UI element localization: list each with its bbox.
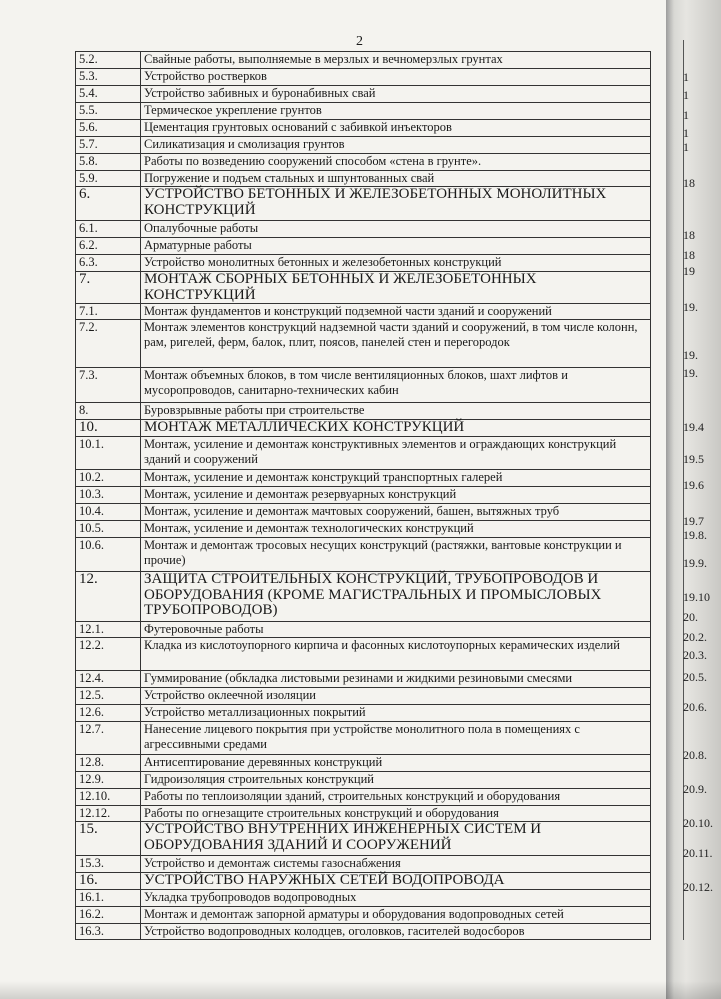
bottom-shadow (0, 981, 721, 999)
table-row (76, 538, 651, 572)
row-number: 12.2. (76, 638, 141, 671)
row-number: 6.2. (76, 238, 141, 255)
row-text: Буровзрывные работы при строительстве (141, 403, 651, 420)
table-row (76, 221, 651, 238)
row-number: 12.9. (76, 772, 141, 789)
table-row (76, 304, 651, 320)
row-text: Монтаж объемных блоков, в том числе вентиляционных блоков, шахт лифтов и мусоропроводов, санитарно-технических кабин (141, 368, 651, 403)
row-text: Монтаж, усиление и демонтаж конструкций транспортных галерей (141, 470, 651, 487)
table-row (76, 238, 651, 255)
row-number: 5.8. (76, 154, 141, 171)
table-row (76, 171, 651, 187)
edge-number: 1 (683, 70, 689, 84)
row-number: 10.2. (76, 470, 141, 487)
row-text: ЗАЩИТА СТРОИТЕЛЬНЫХ КОНСТРУКЦИЙ, ТРУБОПРОВОДОВ И ОБОРУДОВАНИЯ (КРОМЕ МАГИСТРАЛЬНЫХ И ПРОМЫСЛОВЫХ ТРУБОПРОВОДОВ) (141, 572, 651, 622)
table-row (76, 403, 651, 420)
row-number: 6.3. (76, 255, 141, 272)
row-text: УСТРОЙСТВО ВНУТРЕННИХ ИНЖЕНЕРНЫХ СИСТЕМ И ОБОРУДОВАНИЯ ЗДАНИЙ И СООРУЖЕНИЙ (141, 822, 651, 856)
table-row (76, 789, 651, 806)
row-text: Устройство водопроводных колодцев, оголовков, гасителей водосборов (141, 924, 651, 940)
edge-number: 20.11. (683, 846, 713, 860)
row-text: Монтаж и демонтаж тросовых несущих конструкций (растяжки, вантовые конструкции и прочие) (141, 538, 651, 572)
edge-number: 19.8. (683, 528, 707, 542)
row-number: 5.3. (76, 69, 141, 86)
row-number: 12.10. (76, 789, 141, 806)
table-row (76, 638, 651, 671)
table-row (76, 806, 651, 822)
edge-number: 1 (683, 140, 689, 154)
row-text: Футеровочные работы (141, 622, 651, 638)
edge-number: 1 (683, 88, 689, 102)
row-text: МОНТАЖ МЕТАЛЛИЧЕСКИХ КОНСТРУКЦИЙ (141, 420, 651, 437)
edge-number: 20.6. (683, 700, 707, 714)
edge-number: 19.9. (683, 556, 707, 570)
section-row (76, 572, 651, 622)
row-text: Монтаж, усиление и демонтаж конструктивных элементов и ограждающих конструкций зданий и сооружений (141, 437, 651, 470)
table-row (76, 154, 651, 171)
section-row (76, 822, 651, 856)
edge-number: 1 (683, 108, 689, 122)
table-row (76, 890, 651, 907)
table-row (76, 368, 651, 403)
table-row (76, 622, 651, 638)
row-number: 10.3. (76, 487, 141, 504)
row-text: Нанесение лицевого покрытия при устройстве монолитного пола в помещениях с агрессивными средами (141, 722, 651, 755)
edge-number: 19. (683, 366, 698, 380)
edge-number: 19.4 (683, 420, 704, 434)
row-text: УСТРОЙСТВО НАРУЖНЫХ СЕТЕЙ ВОДОПРОВОДА (141, 873, 651, 890)
row-number: 8. (76, 403, 141, 420)
row-number: 12.6. (76, 705, 141, 722)
row-text: Устройство оклеечной изоляции (141, 688, 651, 705)
row-text: МОНТАЖ СБОРНЫХ БЕТОННЫХ И ЖЕЛЕЗОБЕТОННЫХ КОНСТРУКЦИЙ (141, 272, 651, 304)
edge-number: 20.12. (683, 880, 713, 894)
table-row (76, 470, 651, 487)
edge-number: 18 (683, 248, 695, 262)
row-text: Устройство монолитных бетонных и железобетонных конструкций (141, 255, 651, 272)
row-number: 10.6. (76, 538, 141, 572)
row-number: 16.3. (76, 924, 141, 940)
row-number: 5.5. (76, 103, 141, 120)
edge-number: 20.5. (683, 670, 707, 684)
section-row (76, 187, 651, 221)
table-row (76, 120, 651, 137)
row-number: 5.6. (76, 120, 141, 137)
row-number: 7. (76, 272, 141, 304)
table-row (76, 86, 651, 103)
table-row (76, 688, 651, 705)
row-text: УСТРОЙСТВО БЕТОННЫХ И ЖЕЛЕЗОБЕТОННЫХ МОНОЛИТНЫХ КОНСТРУКЦИЙ (141, 187, 651, 221)
row-text: Антисептирование деревянных конструкций (141, 755, 651, 772)
row-number: 6.1. (76, 221, 141, 238)
row-text: Работы по огнезащите строительных конструкций и оборудования (141, 806, 651, 822)
table-row (76, 255, 651, 272)
row-text: Работы по возведению сооружений способом «стена в грунте». (141, 154, 651, 171)
row-text: Кладка из кислотоупорного кирпича и фасонных кислотоупорных керамических изделий (141, 638, 651, 671)
row-number: 10.5. (76, 521, 141, 538)
row-text: Монтаж и демонтаж запорной арматуры и оборудования водопроводных сетей (141, 907, 651, 924)
row-text: Монтаж, усиление и демонтаж резервуарных конструкций (141, 487, 651, 504)
edge-number: 20.10. (683, 816, 713, 830)
row-text: Силикатизация и смолизация грунтов (141, 137, 651, 154)
row-number: 5.7. (76, 137, 141, 154)
row-number: 12.12. (76, 806, 141, 822)
row-text: Устройство ростверков (141, 69, 651, 86)
row-number: 12.5. (76, 688, 141, 705)
row-number: 15.3. (76, 856, 141, 873)
table-row (76, 671, 651, 688)
edge-number: 19 (683, 264, 695, 278)
row-number: 5.4. (76, 86, 141, 103)
edge-number: 18 (683, 176, 695, 190)
row-number: 7.1. (76, 304, 141, 320)
row-number: 12.8. (76, 755, 141, 772)
row-text: Термическое укрепление грунтов (141, 103, 651, 120)
row-text: Свайные работы, выполняемые в мерзлых и вечномерзлых грунтах (141, 52, 651, 69)
row-number: 5.9. (76, 171, 141, 187)
row-number: 12.7. (76, 722, 141, 755)
row-number: 16.1. (76, 890, 141, 907)
row-number: 10.4. (76, 504, 141, 521)
edge-number: 18 (683, 228, 695, 242)
table-row (76, 52, 651, 69)
table-row (76, 69, 651, 86)
table-row (76, 924, 651, 940)
edge-number: 19. (683, 348, 698, 362)
edge-number: 20.8. (683, 748, 707, 762)
row-number: 15. (76, 822, 141, 856)
edge-number: 20.3. (683, 648, 707, 662)
row-text: Устройство и демонтаж системы газоснабжения (141, 856, 651, 873)
row-text: Опалубочные работы (141, 221, 651, 238)
row-text: Цементация грунтовых оснований с забивкой инъекторов (141, 120, 651, 137)
section-row (76, 420, 651, 437)
row-number: 10. (76, 420, 141, 437)
row-text: Гидроизоляция строительных конструкций (141, 772, 651, 789)
row-number: 5.2. (76, 52, 141, 69)
page-number: 2 (356, 34, 363, 49)
edge-number: 19.6 (683, 478, 704, 492)
row-number: 7.2. (76, 320, 141, 368)
row-number: 12.4. (76, 671, 141, 688)
edge-number: 19.10 (683, 590, 710, 604)
edge-number: 1 (683, 126, 689, 140)
table-row (76, 722, 651, 755)
edge-number: 19.7 (683, 514, 704, 528)
section-row (76, 873, 651, 890)
table-row (76, 487, 651, 504)
row-number: 10.1. (76, 437, 141, 470)
row-text: Арматурные работы (141, 238, 651, 255)
table-row (76, 103, 651, 120)
row-number: 12. (76, 572, 141, 622)
work-types-table (75, 51, 651, 940)
table-row (76, 705, 651, 722)
edge-number: 19. (683, 300, 698, 314)
table-row (76, 755, 651, 772)
row-text: Работы по теплоизоляции зданий, строительных конструкций и оборудования (141, 789, 651, 806)
section-row (76, 272, 651, 304)
edge-number: 20.9. (683, 782, 707, 796)
row-number: 6. (76, 187, 141, 221)
row-text: Монтаж фундаментов и конструкций подземной части зданий и сооружений (141, 304, 651, 320)
row-number: 16.2. (76, 907, 141, 924)
table-row (76, 504, 651, 521)
edge-number: 20. (683, 610, 698, 624)
table-row (76, 521, 651, 538)
table-row (76, 437, 651, 470)
row-number: 7.3. (76, 368, 141, 403)
row-text: Укладка трубопроводов водопроводных (141, 890, 651, 907)
edge-number: 20.2. (683, 630, 707, 644)
table-row (76, 137, 651, 154)
row-text: Погружение и подъем стальных и шпунтованных свай (141, 171, 651, 187)
table-row (76, 856, 651, 873)
row-text: Гуммирование (обкладка листовыми резинами и жидкими резиновыми смесями (141, 671, 651, 688)
row-text: Устройство забивных и буронабивных свай (141, 86, 651, 103)
table-row (76, 320, 651, 368)
row-number: 12.1. (76, 622, 141, 638)
row-text: Монтаж, усиление и демонтаж технологических конструкций (141, 521, 651, 538)
table-row (76, 772, 651, 789)
row-text: Устройство металлизационных покрытий (141, 705, 651, 722)
row-text: Монтаж, усиление и демонтаж мачтовых сооружений, башен, вытяжных труб (141, 504, 651, 521)
row-number: 16. (76, 873, 141, 890)
table-row (76, 907, 651, 924)
edge-number: 19.5 (683, 452, 704, 466)
row-text: Монтаж элементов конструкций надземной части зданий и сооружений, в том числе колонн, рам, ригелей, ферм, балок, плит, поясов, панелей стен и перегородок (141, 320, 651, 368)
